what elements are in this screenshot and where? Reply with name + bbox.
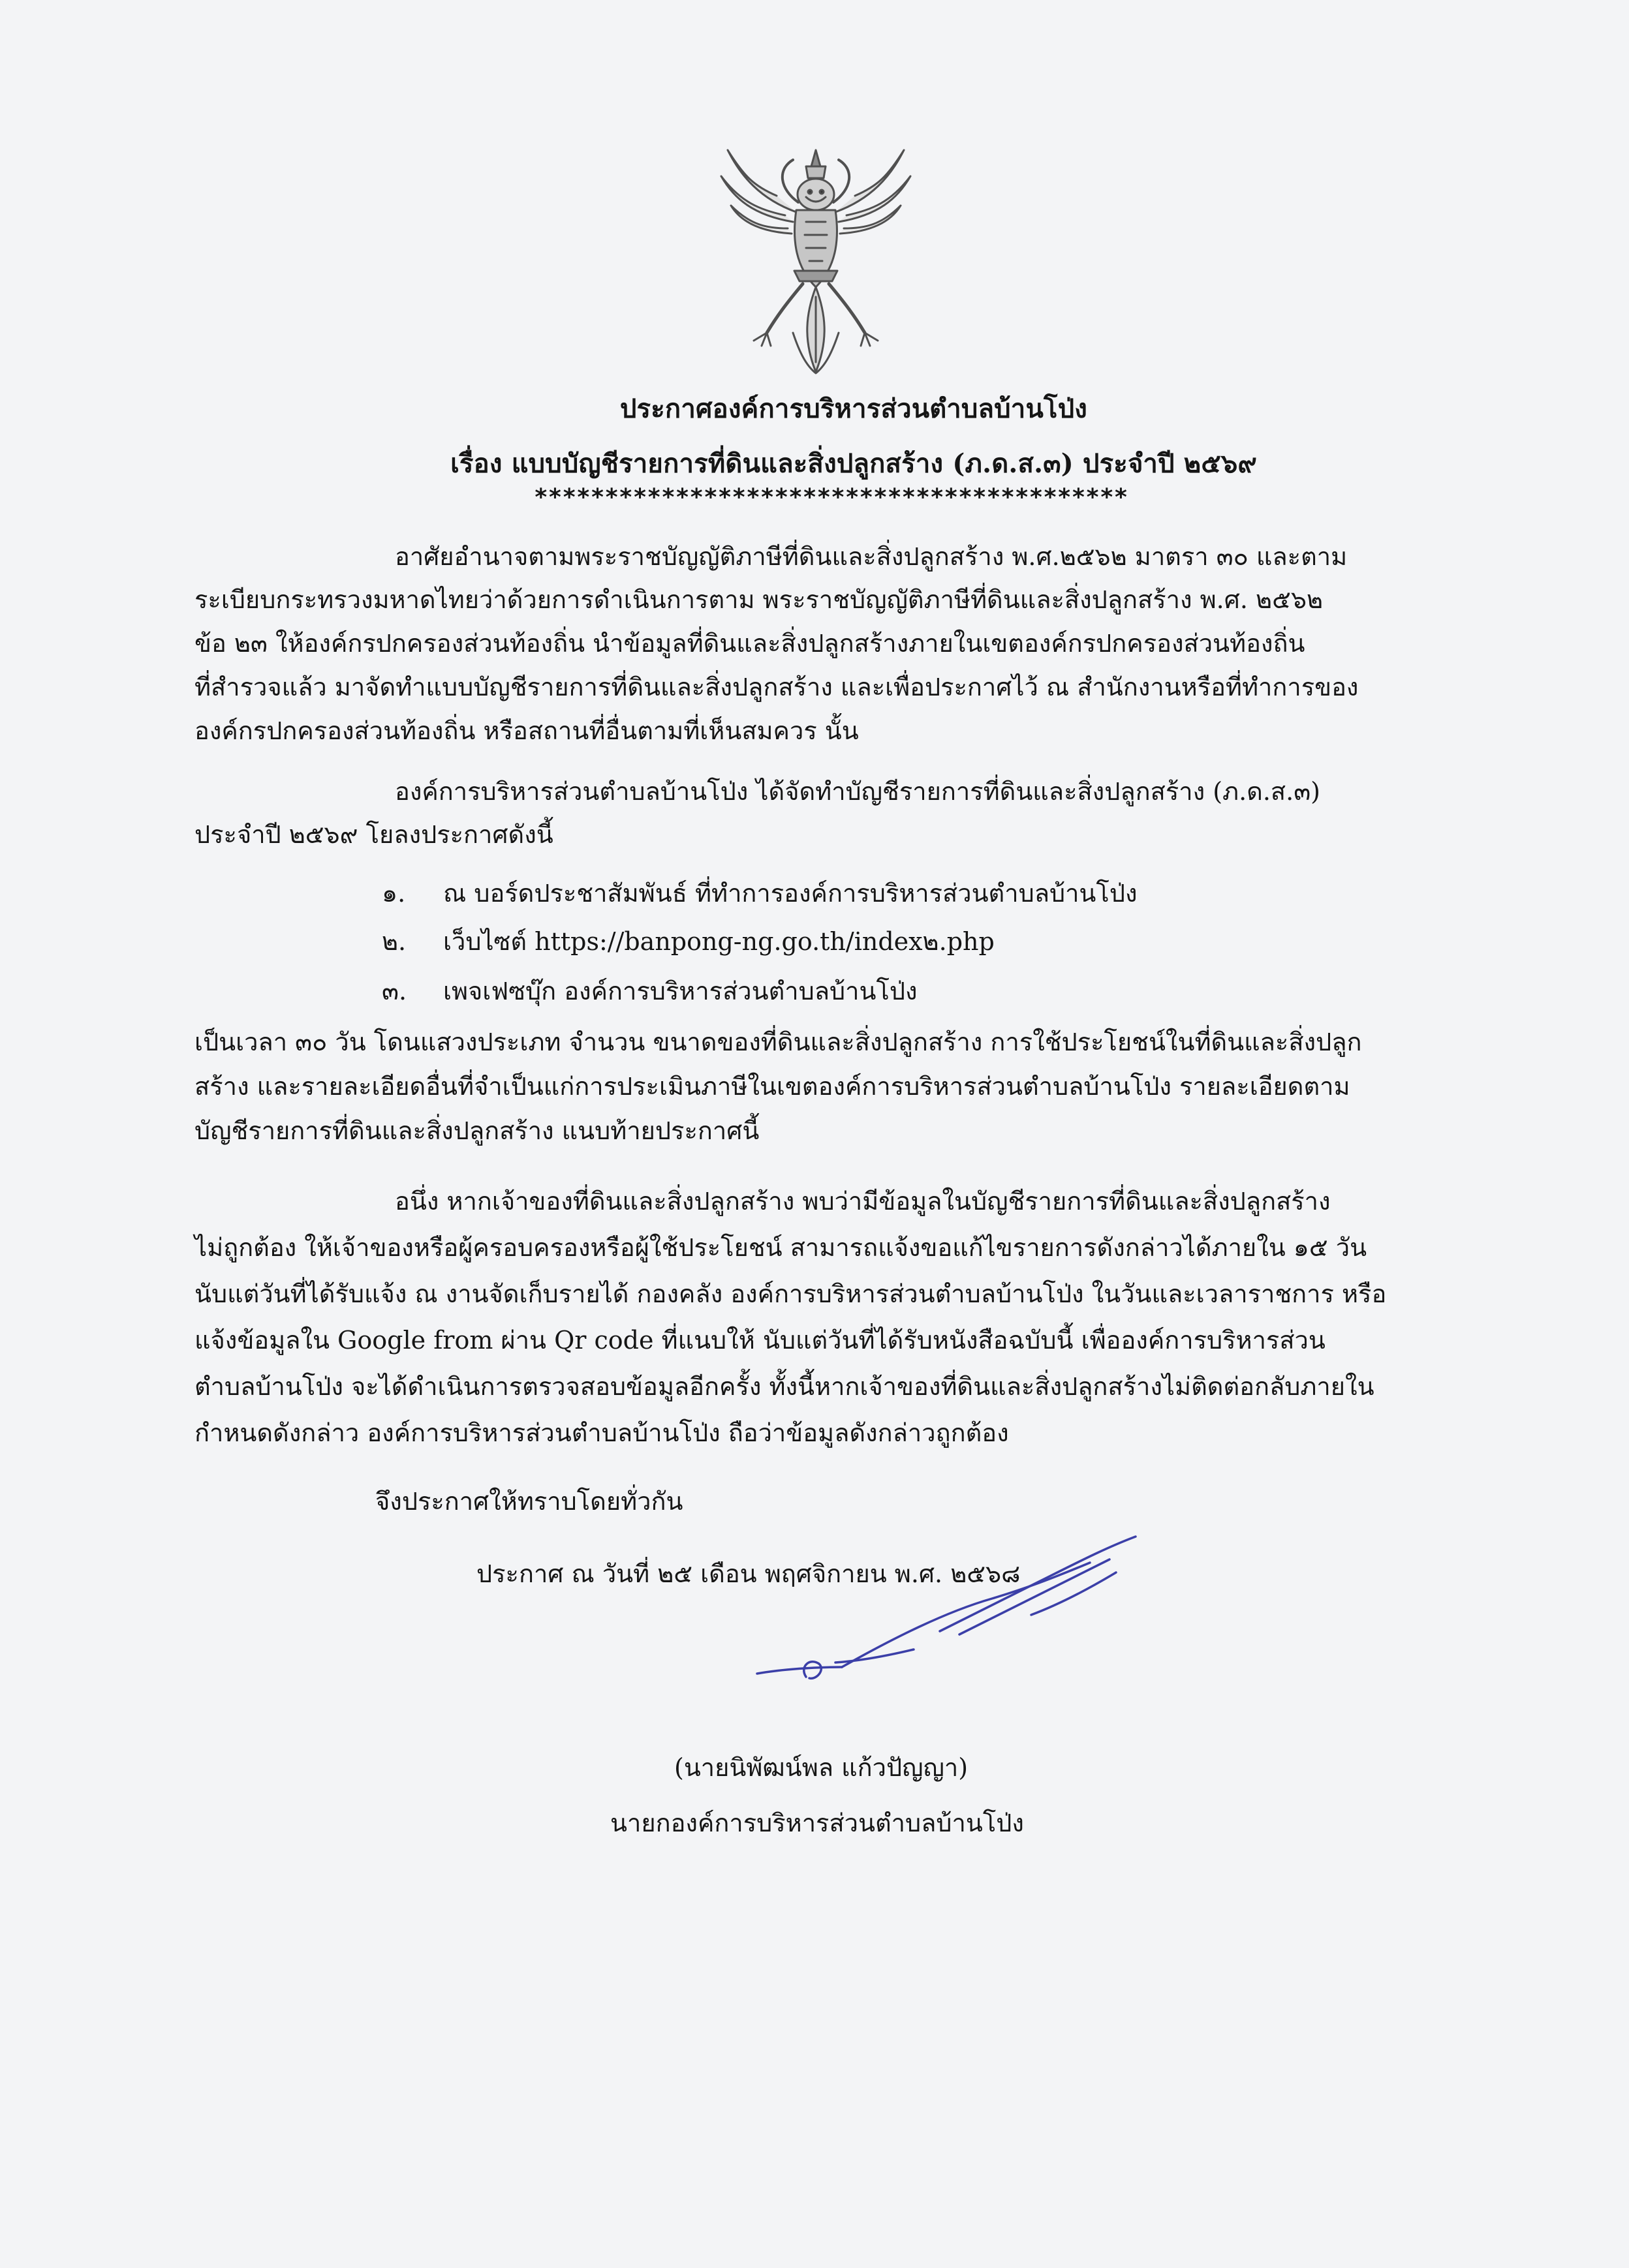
page-subject: เรื่อง แบบบัญชีรายการที่ดินและสิ่งปลูกสร้าง (ภ.ด.ส.๓) ประจำปี ๒๕๖๙: [450, 448, 1257, 479]
para1-line: ระเบียบกระทรวงมหาดไทยว่าด้วยการดำเนินการตาม พระราชบัญญัติภาษีที่ดินและสิ่งปลูกสร้าง พ.ศ. ๒๕๖๒: [194, 585, 1324, 614]
para4-line: ไม่ถูกต้อง ให้เจ้าของหรือผู้ครอบครองหรือผู้ใช้ประโยชน์ สามารถแจ้งขอแก้ไขรายการดังกล่าวได้ภายใน ๑๕ วัน: [194, 1233, 1367, 1262]
para1-line: ที่สำรวจแล้ว มาจัดทำแบบบัญชีรายการที่ดินและสิ่งปลูกสร้าง และเพื่อประกาศไว้ ณ สำนักงานหรือที่ทำการของ: [194, 673, 1359, 701]
para1-line: อาศัยอำนาจตามพระราชบัญญัติภาษีที่ดินและสิ่งปลูกสร้าง พ.ศ.๒๕๖๒ มาตรา ๓๐ และตาม: [395, 542, 1348, 571]
para4-line: นับแต่วันที่ได้รับแจ้ง ณ งานจัดเก็บรายได้ กองคลัง องค์การบริหารส่วนตำบลบ้านโป่ง ในวันและเวลาราชการ หรือ: [194, 1280, 1387, 1308]
closing-statement: จึงประกาศให้ทราบโดยทั่วกัน: [375, 1487, 683, 1516]
announcement-date: ประกาศ ณ วันที่ ๒๕ เดือน พฤศจิกายน พ.ศ. ๒๕๖๘: [476, 1559, 1021, 1588]
handwritten-signature: [744, 1533, 1168, 1716]
list-marker: ๓.: [382, 977, 407, 1005]
title-separator: ******************************************: [534, 484, 1128, 511]
para2-line: ประจำปี ๒๕๖๙ โยลงประกาศดังนี้: [194, 820, 553, 849]
list-item: [382, 881, 1138, 906]
para1-line: ข้อ ๒๓ ให้องค์กรปกครองส่วนท้องถิ่น นำข้อมูลที่ดินและสิ่งปลูกสร้างภายในเขตองค์กรปกครองส่วนท้องถิ่น: [194, 629, 1305, 658]
para4-line: กำหนดดังกล่าว องค์การบริหารส่วนตำบลบ้านโป่ง ถือว่าข้อมูลดังกล่าวถูกต้อง: [194, 1418, 1009, 1447]
para3-line: เป็นเวลา ๓๐ วัน โดนแสวงประเภท จำนวน ขนาดของที่ดินและสิ่งปลูกสร้าง การใช้ประโยชน์ในที่ดินและสิ่งปลูก: [194, 1028, 1362, 1056]
para3-line: สร้าง และรายละเอียดอื่นที่จำเป็นแก่การประเมินภาษีในเขตองค์การบริหารส่วนตำบลบ้านโป่ง รายละเอียดตาม: [194, 1072, 1350, 1101]
list-item: [382, 929, 995, 954]
list-item: [382, 979, 918, 1004]
list-text: เว็บไซต์ https://banpong-ng.go.th/index๒.php: [443, 927, 995, 956]
para4-line: อนึ่ง หากเจ้าของที่ดินและสิ่งปลูกสร้าง พบว่ามีข้อมูลในบัญชีรายการที่ดินและสิ่งปลูกสร้าง: [395, 1187, 1331, 1216]
page-title: ประกาศองค์การบริหารส่วนตำบลบ้านโป่ง: [619, 393, 1088, 424]
signatory-position: นายกองค์การบริหารส่วนตำบลบ้านโป่ง: [610, 1809, 1024, 1837]
para2-line: องค์การบริหารส่วนตำบลบ้านโป่ง ได้จัดทำบัญชีรายการที่ดินและสิ่งปลูกสร้าง (ภ.ด.ส.๓): [395, 777, 1321, 806]
garuda-emblem-icon: [715, 137, 917, 382]
list-marker: ๑.: [382, 879, 406, 908]
list-text: ณ บอร์ดประชาสัมพันธ์ ที่ทำการองค์การบริหารส่วนตำบลบ้านโป่ง: [443, 879, 1138, 908]
list-text: เพจเฟซบุ๊ก องค์การบริหารส่วนตำบลบ้านโป่ง: [443, 977, 918, 1005]
para4-line: แจ้งข้อมูลใน Google from ผ่าน Qr code ที่แนบให้ นับแต่วันที่ได้รับหนังสือฉบับนี้ เพื่อองค์การบริหารส่วน: [194, 1326, 1326, 1355]
para3-line: บัญชีรายการที่ดินและสิ่งปลูกสร้าง แนบท้ายประกาศนี้: [194, 1116, 760, 1145]
list-marker: ๒.: [382, 927, 407, 956]
para4-line: ตำบลบ้านโป่ง จะได้ดำเนินการตรวจสอบข้อมูลอีกครั้ง ทั้งนี้หากเจ้าของที่ดินและสิ่งปลูกสร้างไม่ติดต่อกลับภายใน: [194, 1372, 1374, 1401]
para1-line: องค์กรปกครองส่วนท้องถิ่น หรือสถานที่อื่นตามที่เห็นสมควร นั้น: [194, 716, 859, 745]
signatory-name: (นายนิพัฒน์พล แก้วปัญญา): [674, 1753, 969, 1782]
